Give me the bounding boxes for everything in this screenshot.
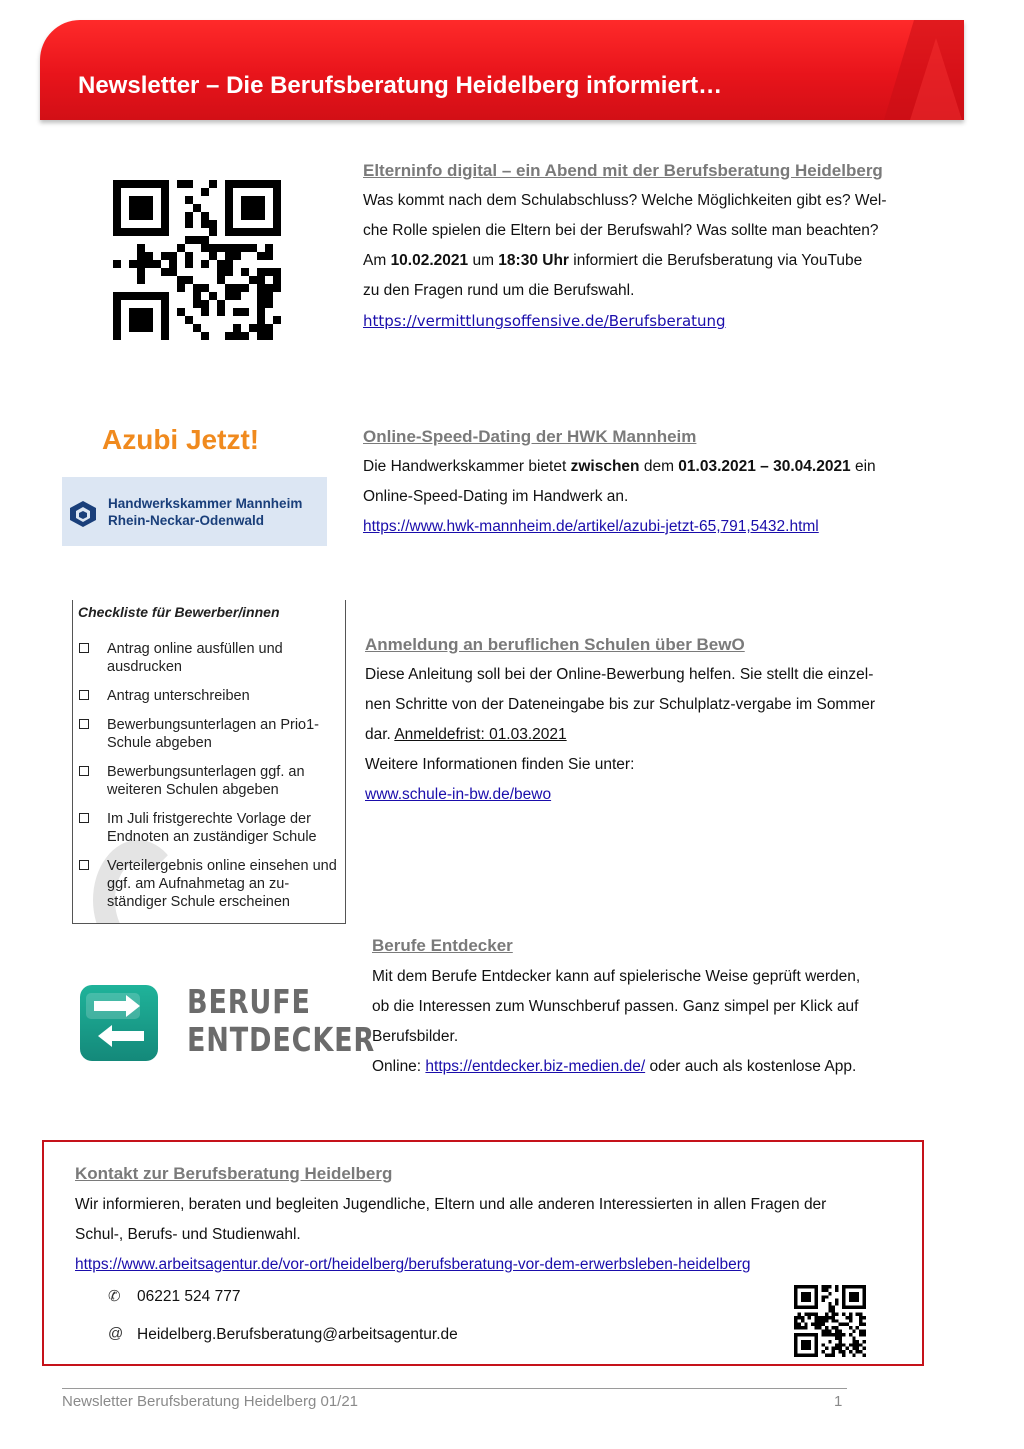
contact-heading: Kontakt zur Berufsberatung Heidelberg	[75, 1164, 393, 1183]
checkbox-icon	[79, 719, 89, 729]
section-text-entdecker	[372, 962, 962, 1082]
contact-text	[75, 1190, 915, 1280]
text-line: Diese Anleitung soll bei der Online-Bewerbung helfen. Sie stellt die einzel-	[365, 666, 874, 683]
checkbox-icon	[79, 766, 89, 776]
text-line: Am 10.02.2021 um 18:30 Uhr informiert die Berufsberatung via YouTube	[363, 252, 863, 269]
footer-divider	[62, 1388, 847, 1389]
section-heading-bewo: Anmeldung an beruflichen Schulen über BewO	[365, 635, 745, 654]
text-line: Online: https://entdecker.biz-medien.de/ oder auch als kostenlose App.	[372, 1058, 857, 1075]
text-line: Weitere Informationen finden Sie unter:	[365, 756, 635, 773]
text-line: Die Handwerkskammer bietet zwischen dem 01.03.2021 – 30.04.2021 ein	[363, 458, 876, 475]
link-vermittlungsoffensive[interactable]: https://vermittlungsoffensive.de/Berufsberatung	[363, 312, 726, 330]
text-line: ob die Interessen zum Wunschberuf passen. Ganz simpel per Klick auf	[372, 998, 859, 1015]
footer-text: Newsletter Berufsberatung Heidelberg 01/21	[62, 1393, 359, 1410]
text-line: Schul-, Berufs- und Studienwahl.	[75, 1226, 301, 1243]
text-line: Wir informieren, beraten und begleiten Jugendliche, Eltern und alle anderen Interessierten in allen Fragen der	[75, 1196, 827, 1213]
azubi-jetzt-logo: Azubi Jetzt!	[102, 424, 260, 455]
arrows-icon	[80, 985, 158, 1061]
berufe-entdecker-logo-line2: ENTDECKER	[187, 1020, 376, 1059]
section-heading-speed-dating: Online-Speed-Dating der HWK Mannheim	[363, 427, 697, 446]
hwk-emblem-icon	[68, 499, 98, 529]
text-line: Was kommt nach dem Schulabschluss? Welche Möglichkeiten gibt es? Wel-	[363, 192, 887, 209]
text-line: Online-Speed-Dating im Handwerk an.	[363, 488, 629, 505]
text-line: Mit dem Berufe Entdecker kann auf spielerische Weise geprüft werden,	[372, 968, 861, 985]
checkbox-icon	[79, 643, 89, 653]
link-arbeitsagentur[interactable]: https://www.arbeitsagentur.de/vor-ort/heidelberg/berufsberatung-vor-dem-erwerbsleben-heidelberg	[75, 1256, 751, 1273]
section-text-bewo	[365, 660, 955, 810]
qr-code-elterninfo-icon	[113, 180, 281, 340]
section-heading-entdecker: Berufe Entdecker	[372, 936, 513, 955]
contact-box	[42, 1140, 924, 1366]
header-banner	[40, 20, 964, 120]
arbeitsagentur-logo-icon	[844, 20, 964, 120]
checklist-title: Checkliste für Bewerber/innen	[78, 604, 280, 620]
contact-email: Heidelberg.Berufsberatung@arbeitsagentur.de	[137, 1326, 458, 1343]
link-entdecker[interactable]: https://entdecker.biz-medien.de/	[425, 1058, 646, 1075]
contact-phone: 06221 524 777	[137, 1288, 241, 1305]
email-icon: @	[108, 1325, 124, 1342]
phone-icon: ✆	[108, 1288, 121, 1305]
checklist-image: Checkliste für Bewerber/innen Antrag online ausfüllen und ausdrucken Antrag unterschreiben Bewerbungsunterlagen an Prio1-Schule abgeben Bewerbungsunterlagen ggf. an weiteren Schulen abgeben Im Juli fristgerechte Vorlage der Endnoten an zuständiger Schule Verteilergebnis online einsehen und ggf. am Aufnahmetag an zu-ständiger Schule erscheinen	[72, 600, 346, 924]
text-line: nen Schritte von der Dateneingabe bis zur Schulplatz-vergabe im Sommer	[365, 696, 876, 713]
berufe-entdecker-logo-line1: BERUFE	[187, 982, 311, 1021]
link-hwk-mannheim[interactable]: https://www.hwk-mannheim.de/artikel/azubi-jetzt-65,791,5432.html	[363, 518, 819, 535]
checkbox-icon	[79, 813, 89, 823]
qr-code-contact-icon	[794, 1285, 866, 1357]
berufe-entdecker-app-icon	[80, 985, 158, 1061]
text-line: Berufsbilder.	[372, 1028, 459, 1045]
hwk-logo-text: Handwerkskammer Mannheim Rhein-Neckar-Odenwald	[108, 496, 303, 528]
section-heading-elterninfo: Elterninfo digital – ein Abend mit der Berufsberatung Heidelberg	[363, 161, 883, 180]
section-text-speed-dating	[363, 452, 953, 542]
hwk-logo-banner	[62, 477, 327, 546]
checkbox-icon	[79, 860, 89, 870]
checkbox-icon	[79, 690, 89, 700]
section-text-elterninfo	[363, 186, 953, 337]
text-line: dar. Anmeldefrist: 01.03.2021	[365, 726, 567, 743]
text-line: zu den Fragen rund um die Berufswahl.	[363, 282, 635, 299]
page-number: 1	[834, 1393, 843, 1410]
deadline-text: Anmeldefrist: 01.03.2021	[394, 726, 567, 743]
text-line: che Rolle spielen die Eltern bei der Berufswahl? Was sollte man beachten?	[363, 222, 879, 239]
page-title: Newsletter – Die Berufsberatung Heidelberg informiert…	[78, 72, 723, 99]
link-schule-in-bw[interactable]: www.schule-in-bw.de/bewo	[365, 786, 552, 803]
